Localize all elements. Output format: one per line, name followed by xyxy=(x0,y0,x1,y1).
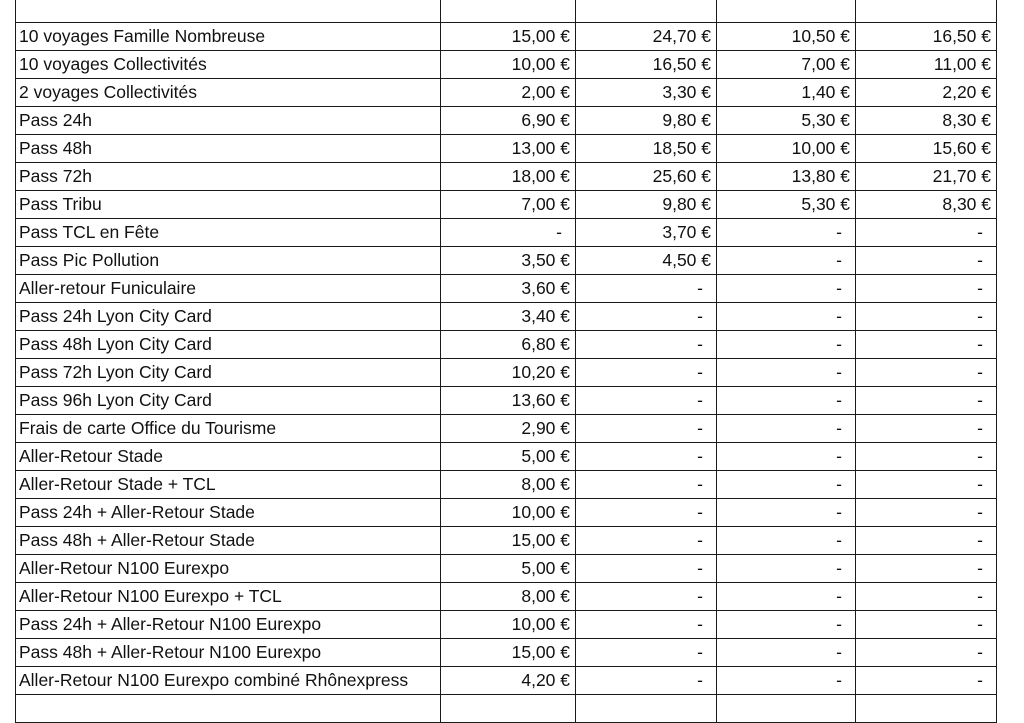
table-row xyxy=(16,275,997,303)
price-cell: - xyxy=(576,415,717,443)
price-cell: - xyxy=(856,555,997,583)
row-label xyxy=(16,0,441,23)
price-cell: 5,30 € xyxy=(717,107,856,135)
price-cell: - xyxy=(856,275,997,303)
price-cell: 2,90 € xyxy=(441,415,576,443)
price-cell: - xyxy=(576,667,717,695)
table-row xyxy=(16,219,997,247)
price-cell: 24,70 € xyxy=(576,23,717,51)
price-cell: 2,00 € xyxy=(441,79,576,107)
price-cell: - xyxy=(856,247,997,275)
price-cell: - xyxy=(856,219,997,247)
price-cell: 16,50 € xyxy=(856,23,997,51)
row-label: Pass 24h + Aller-Retour N100 Eurexpo xyxy=(16,611,441,639)
tariff-table-body xyxy=(16,0,997,723)
price-cell: 2,20 € xyxy=(856,79,997,107)
price-cell: 18,50 € xyxy=(576,135,717,163)
price-cell: 8,30 € xyxy=(856,107,997,135)
price-cell xyxy=(717,0,856,23)
price-cell xyxy=(576,0,717,23)
row-label: Aller-Retour Stade + TCL xyxy=(16,471,441,499)
table-row xyxy=(16,583,997,611)
price-cell: 9,80 € xyxy=(576,107,717,135)
price-cell: - xyxy=(576,639,717,667)
price-cell: - xyxy=(717,443,856,471)
price-cell: - xyxy=(576,611,717,639)
price-cell: 10,00 € xyxy=(441,51,576,79)
row-label: Aller-Retour N100 Eurexpo xyxy=(16,555,441,583)
row-label: Pass Tribu xyxy=(16,191,441,219)
table-row xyxy=(16,611,997,639)
price-cell: - xyxy=(717,359,856,387)
tariff-table xyxy=(15,0,997,723)
price-cell: - xyxy=(856,303,997,331)
price-cell: - xyxy=(717,667,856,695)
price-cell: - xyxy=(717,639,856,667)
table-row xyxy=(16,527,997,555)
row-label: 10 voyages Collectivités xyxy=(16,51,441,79)
price-cell: - xyxy=(856,471,997,499)
price-cell: 18,00 € xyxy=(441,163,576,191)
price-cell: 6,90 € xyxy=(441,107,576,135)
table-row xyxy=(16,667,997,695)
price-cell: - xyxy=(717,471,856,499)
price-cell: 25,60 € xyxy=(576,163,717,191)
price-cell: - xyxy=(717,303,856,331)
price-cell: 8,00 € xyxy=(441,471,576,499)
table-row xyxy=(16,247,997,275)
table-row xyxy=(16,639,997,667)
price-cell: - xyxy=(717,555,856,583)
price-cell: - xyxy=(576,555,717,583)
price-cell: - xyxy=(717,275,856,303)
table-row xyxy=(16,23,997,51)
price-cell: 13,60 € xyxy=(441,387,576,415)
row-label: Pass 24h + Aller-Retour Stade xyxy=(16,499,441,527)
row-label: 2 voyages Collectivités xyxy=(16,79,441,107)
price-cell: - xyxy=(717,527,856,555)
price-cell: - xyxy=(717,499,856,527)
price-cell: 3,30 € xyxy=(576,79,717,107)
table-row xyxy=(16,499,997,527)
row-label: Pass 96h Lyon City Card xyxy=(16,387,441,415)
price-cell xyxy=(441,0,576,23)
row-label: Pass 24h xyxy=(16,107,441,135)
price-cell: 7,00 € xyxy=(441,191,576,219)
price-cell: - xyxy=(576,331,717,359)
price-cell xyxy=(856,695,997,723)
price-cell: 15,00 € xyxy=(441,527,576,555)
row-label: Aller-Retour Stade xyxy=(16,443,441,471)
price-cell xyxy=(576,695,717,723)
price-cell: - xyxy=(576,499,717,527)
price-cell xyxy=(441,695,576,723)
price-cell: 5,30 € xyxy=(717,191,856,219)
price-cell: 11,00 € xyxy=(856,51,997,79)
price-cell: 7,00 € xyxy=(717,51,856,79)
price-cell: - xyxy=(856,359,997,387)
table-row xyxy=(16,415,997,443)
price-cell xyxy=(856,0,997,23)
price-cell: 13,00 € xyxy=(441,135,576,163)
price-cell: 15,00 € xyxy=(441,23,576,51)
price-cell: 4,50 € xyxy=(576,247,717,275)
price-cell: - xyxy=(717,611,856,639)
row-label: Frais de carte Office du Tourisme xyxy=(16,415,441,443)
table-row xyxy=(16,107,997,135)
price-cell: 5,00 € xyxy=(441,443,576,471)
price-cell: 3,70 € xyxy=(576,219,717,247)
price-cell: 13,80 € xyxy=(717,163,856,191)
row-label: Pass Pic Pollution xyxy=(16,247,441,275)
price-cell: 3,60 € xyxy=(441,275,576,303)
table-row xyxy=(16,387,997,415)
price-cell: 6,80 € xyxy=(441,331,576,359)
price-cell: - xyxy=(856,583,997,611)
row-label: Pass 24h Lyon City Card xyxy=(16,303,441,331)
table-row xyxy=(16,163,997,191)
row-label: Pass TCL en Fête xyxy=(16,219,441,247)
row-label: Aller-Retour N100 Eurexpo + TCL xyxy=(16,583,441,611)
price-cell: 10,00 € xyxy=(441,499,576,527)
table-row xyxy=(16,331,997,359)
price-cell: - xyxy=(856,443,997,471)
price-cell: 10,20 € xyxy=(441,359,576,387)
table-row xyxy=(16,471,997,499)
table-row xyxy=(16,79,997,107)
price-cell: 15,00 € xyxy=(441,639,576,667)
price-cell: 5,00 € xyxy=(441,555,576,583)
table-row xyxy=(16,695,997,723)
price-cell: 3,50 € xyxy=(441,247,576,275)
price-cell: - xyxy=(717,415,856,443)
row-label xyxy=(16,695,441,723)
price-cell: 4,20 € xyxy=(441,667,576,695)
price-cell: 21,70 € xyxy=(856,163,997,191)
row-label: Pass 72h xyxy=(16,163,441,191)
price-cell: - xyxy=(856,331,997,359)
price-cell: 8,30 € xyxy=(856,191,997,219)
row-label: Aller-Retour N100 Eurexpo combiné Rhônexpress xyxy=(16,667,441,695)
price-cell: - xyxy=(576,303,717,331)
table-row xyxy=(16,303,997,331)
price-cell: - xyxy=(717,247,856,275)
table-row xyxy=(16,555,997,583)
price-cell: 16,50 € xyxy=(576,51,717,79)
row-label: Pass 48h + Aller-Retour N100 Eurexpo xyxy=(16,639,441,667)
price-cell: - xyxy=(576,527,717,555)
price-cell: 10,00 € xyxy=(441,611,576,639)
price-cell: 8,00 € xyxy=(441,583,576,611)
price-cell: 10,50 € xyxy=(717,23,856,51)
price-cell: - xyxy=(576,443,717,471)
price-cell: - xyxy=(856,415,997,443)
row-label: Pass 72h Lyon City Card xyxy=(16,359,441,387)
price-cell: - xyxy=(717,219,856,247)
table-row xyxy=(16,51,997,79)
row-label: Pass 48h Lyon City Card xyxy=(16,331,441,359)
price-cell: 1,40 € xyxy=(717,79,856,107)
row-label: Aller-retour Funiculaire xyxy=(16,275,441,303)
price-cell: - xyxy=(856,527,997,555)
price-cell: - xyxy=(856,611,997,639)
price-cell: 15,60 € xyxy=(856,135,997,163)
price-cell: - xyxy=(576,359,717,387)
row-label: Pass 48h + Aller-Retour Stade xyxy=(16,527,441,555)
price-cell: - xyxy=(576,387,717,415)
price-cell: 9,80 € xyxy=(576,191,717,219)
table-row xyxy=(16,359,997,387)
table-row xyxy=(16,443,997,471)
price-cell xyxy=(717,695,856,723)
price-cell: 10,00 € xyxy=(717,135,856,163)
table-row xyxy=(16,0,997,23)
price-cell: - xyxy=(856,667,997,695)
price-cell: - xyxy=(717,331,856,359)
price-cell: - xyxy=(856,387,997,415)
row-label: Pass 48h xyxy=(16,135,441,163)
table-row xyxy=(16,191,997,219)
price-cell: - xyxy=(717,387,856,415)
price-cell: - xyxy=(576,583,717,611)
price-cell: - xyxy=(576,275,717,303)
row-label: 10 voyages Famille Nombreuse xyxy=(16,23,441,51)
table-row xyxy=(16,135,997,163)
price-cell: - xyxy=(717,583,856,611)
price-cell: 3,40 € xyxy=(441,303,576,331)
price-cell: - xyxy=(856,639,997,667)
price-cell: - xyxy=(441,219,576,247)
price-cell: - xyxy=(576,471,717,499)
price-cell: - xyxy=(856,499,997,527)
